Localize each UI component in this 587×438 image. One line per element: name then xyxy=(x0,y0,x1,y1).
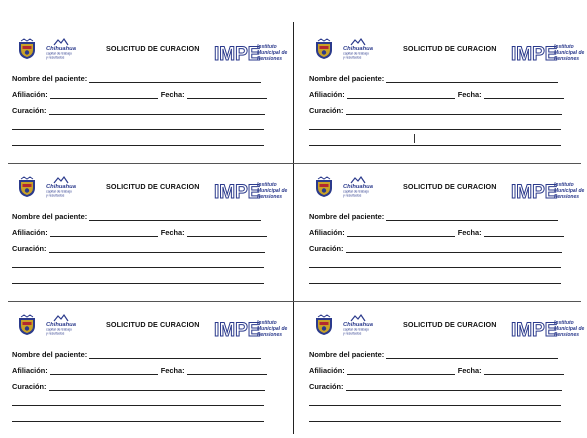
impe-line-2: Municipal de xyxy=(257,50,288,56)
chihuahua-subtext-2: y resultados xyxy=(343,331,362,336)
chihuahua-logo xyxy=(16,314,86,336)
chihuahua-text: Chihuahua xyxy=(343,46,373,52)
vertical-cut-line xyxy=(293,22,294,434)
impe-logo xyxy=(214,178,290,202)
cure-field[interactable] xyxy=(49,106,265,115)
affiliation-label: Afiliación: xyxy=(309,90,345,99)
impe-mark: IMPE xyxy=(214,320,261,341)
affiliation-label: Afiliación: xyxy=(309,366,345,375)
cure-label: Curación: xyxy=(309,382,344,391)
date-field[interactable] xyxy=(484,90,564,99)
cure-blank-line[interactable] xyxy=(309,129,561,130)
impe-line-2: Municipal de xyxy=(257,188,288,194)
request-card-top-left xyxy=(8,26,288,162)
patient-name-field[interactable] xyxy=(89,74,261,83)
cure-blank-line[interactable] xyxy=(12,267,264,268)
cure-row xyxy=(309,382,562,391)
cure-field[interactable] xyxy=(49,382,265,391)
cure-row xyxy=(12,106,265,115)
chihuahua-text: Chihuahua xyxy=(343,184,373,190)
date-label: Fecha: xyxy=(457,228,482,237)
date-label: Fecha: xyxy=(160,366,185,375)
impe-line-2: Municipal de xyxy=(257,326,288,332)
impe-mark: IMPE xyxy=(214,44,261,65)
cure-field[interactable] xyxy=(346,106,562,115)
crest-icon xyxy=(16,176,38,198)
chihuahua-text: Chihuahua xyxy=(46,322,76,328)
form-title: SOLICITUD DE CURACION xyxy=(403,182,497,191)
cure-blank-line[interactable] xyxy=(12,145,264,146)
form-title: SOLICITUD DE CURACION xyxy=(106,320,200,329)
chihuahua-logo-mark xyxy=(339,176,383,198)
impe-logo xyxy=(511,40,587,64)
patient-name-row xyxy=(12,350,261,359)
chihuahua-logo xyxy=(16,176,86,198)
impe-line-3: Pensiones xyxy=(554,194,580,200)
affiliation-field[interactable] xyxy=(347,228,455,237)
chihuahua-subtext-1: capital de trabajo xyxy=(46,327,72,332)
affiliation-field[interactable] xyxy=(347,366,455,375)
patient-name-label: Nombre del paciente: xyxy=(309,74,385,83)
patient-name-field[interactable] xyxy=(89,350,261,359)
crest-icon xyxy=(16,314,38,336)
chihuahua-text: Chihuahua xyxy=(46,46,76,52)
cure-field[interactable] xyxy=(346,382,562,391)
crest-icon xyxy=(313,38,335,60)
form-title: SOLICITUD DE CURACION xyxy=(106,44,200,53)
date-label: Fecha: xyxy=(457,90,482,99)
patient-name-row xyxy=(309,212,558,221)
impe-line-1: Instituto xyxy=(554,320,574,326)
cure-label: Curación: xyxy=(12,382,47,391)
impe-line-2: Municipal de xyxy=(554,50,585,56)
chihuahua-logo-mark xyxy=(339,314,383,336)
chihuahua-logo-mark xyxy=(42,314,86,336)
impe-line-3: Pensiones xyxy=(554,332,580,338)
affiliation-label: Afiliación: xyxy=(12,366,48,375)
chihuahua-subtext-1: capital de trabajo xyxy=(46,189,72,194)
patient-name-row xyxy=(12,212,261,221)
chihuahua-logo-mark xyxy=(339,38,383,60)
impe-line-3: Pensiones xyxy=(257,332,283,338)
chihuahua-subtext-2: y resultados xyxy=(46,331,65,336)
chihuahua-logo xyxy=(313,38,383,60)
cure-blank-line[interactable] xyxy=(12,283,264,284)
cure-blank-line[interactable] xyxy=(12,129,264,130)
patient-name-label: Nombre del paciente: xyxy=(12,350,88,359)
request-card-middle-right xyxy=(305,164,585,300)
affiliation-field[interactable] xyxy=(50,90,158,99)
cure-label: Curación: xyxy=(309,244,344,253)
chihuahua-text: Chihuahua xyxy=(343,322,373,328)
impe-logo xyxy=(511,178,587,202)
impe-logo xyxy=(511,316,587,340)
cure-row xyxy=(12,382,265,391)
cure-blank-line[interactable] xyxy=(309,283,561,284)
affiliation-row xyxy=(309,90,564,99)
crest-icon xyxy=(313,314,335,336)
request-card-bottom-right xyxy=(305,302,585,438)
impe-logo xyxy=(214,316,290,340)
patient-name-label: Nombre del paciente: xyxy=(12,74,88,83)
cure-blank-line[interactable] xyxy=(12,421,264,422)
date-field[interactable] xyxy=(187,366,267,375)
chihuahua-logo xyxy=(313,314,383,336)
date-field[interactable] xyxy=(484,228,564,237)
impe-mark: IMPE xyxy=(511,182,558,203)
impe-line-3: Pensiones xyxy=(554,56,580,62)
cure-label: Curación: xyxy=(309,106,344,115)
chihuahua-subtext-1: capital de trabajo xyxy=(343,327,369,332)
text-cursor xyxy=(414,134,415,143)
impe-mark: IMPE xyxy=(511,320,558,341)
impe-line-1: Instituto xyxy=(257,44,277,50)
affiliation-field[interactable] xyxy=(347,90,455,99)
form-title: SOLICITUD DE CURACION xyxy=(403,320,497,329)
chihuahua-logo xyxy=(16,38,86,60)
impe-line-3: Pensiones xyxy=(257,194,283,200)
cure-field[interactable] xyxy=(346,244,562,253)
patient-name-label: Nombre del paciente: xyxy=(309,350,385,359)
crest-icon xyxy=(16,38,38,60)
affiliation-row xyxy=(309,366,564,375)
chihuahua-subtext-2: y resultados xyxy=(46,55,65,60)
crest-icon xyxy=(313,176,335,198)
cure-blank-line[interactable] xyxy=(309,421,561,422)
date-label: Fecha: xyxy=(160,228,185,237)
impe-line-1: Instituto xyxy=(257,182,277,188)
patient-name-field[interactable] xyxy=(386,74,558,83)
affiliation-row xyxy=(12,90,267,99)
date-field[interactable] xyxy=(187,228,267,237)
affiliation-field[interactable] xyxy=(50,228,158,237)
date-label: Fecha: xyxy=(457,366,482,375)
impe-line-2: Municipal de xyxy=(554,188,585,194)
chihuahua-subtext-1: capital de trabajo xyxy=(343,189,369,194)
patient-name-label: Nombre del paciente: xyxy=(309,212,385,221)
chihuahua-subtext-1: capital de trabajo xyxy=(46,51,72,56)
form-title: SOLICITUD DE CURACION xyxy=(403,44,497,53)
impe-line-2: Municipal de xyxy=(554,326,585,332)
impe-mark: IMPE xyxy=(214,182,261,203)
impe-line-3: Pensiones xyxy=(257,56,283,62)
date-label: Fecha: xyxy=(160,90,185,99)
affiliation-row xyxy=(12,228,267,237)
request-card-middle-left xyxy=(8,164,288,300)
affiliation-label: Afiliación: xyxy=(12,228,48,237)
date-field[interactable] xyxy=(187,90,267,99)
chihuahua-logo-mark xyxy=(42,38,86,60)
cure-row xyxy=(12,244,265,253)
cure-row xyxy=(309,244,562,253)
chihuahua-subtext-1: capital de trabajo xyxy=(343,51,369,56)
cure-row xyxy=(309,106,562,115)
impe-line-1: Instituto xyxy=(554,182,574,188)
patient-name-field[interactable] xyxy=(89,212,261,221)
cure-label: Curación: xyxy=(12,244,47,253)
affiliation-label: Afiliación: xyxy=(309,228,345,237)
chihuahua-text: Chihuahua xyxy=(46,184,76,190)
patient-name-label: Nombre del paciente: xyxy=(12,212,88,221)
cure-blank-line[interactable] xyxy=(12,405,264,406)
patient-name-row xyxy=(309,350,558,359)
chihuahua-logo xyxy=(313,176,383,198)
impe-logo xyxy=(214,40,290,64)
chihuahua-subtext-2: y resultados xyxy=(343,193,362,198)
cure-field[interactable] xyxy=(49,244,265,253)
impe-line-1: Instituto xyxy=(554,44,574,50)
request-card-bottom-left xyxy=(8,302,288,438)
affiliation-field[interactable] xyxy=(50,366,158,375)
affiliation-label: Afiliación: xyxy=(12,90,48,99)
affiliation-row xyxy=(309,228,564,237)
chihuahua-subtext-2: y resultados xyxy=(343,55,362,60)
cure-blank-line[interactable] xyxy=(309,267,561,268)
patient-name-row xyxy=(309,74,558,83)
request-card-top-right xyxy=(305,26,585,162)
form-title: SOLICITUD DE CURACION xyxy=(106,182,200,191)
chihuahua-subtext-2: y resultados xyxy=(46,193,65,198)
impe-line-1: Instituto xyxy=(257,320,277,326)
affiliation-row xyxy=(12,366,267,375)
patient-name-row xyxy=(12,74,261,83)
patient-name-field[interactable] xyxy=(386,212,558,221)
patient-name-field[interactable] xyxy=(386,350,558,359)
chihuahua-logo-mark xyxy=(42,176,86,198)
date-field[interactable] xyxy=(484,366,564,375)
cure-label: Curación: xyxy=(12,106,47,115)
cure-blank-line[interactable] xyxy=(309,405,561,406)
impe-mark: IMPE xyxy=(511,44,558,65)
cure-blank-line[interactable] xyxy=(309,145,561,146)
